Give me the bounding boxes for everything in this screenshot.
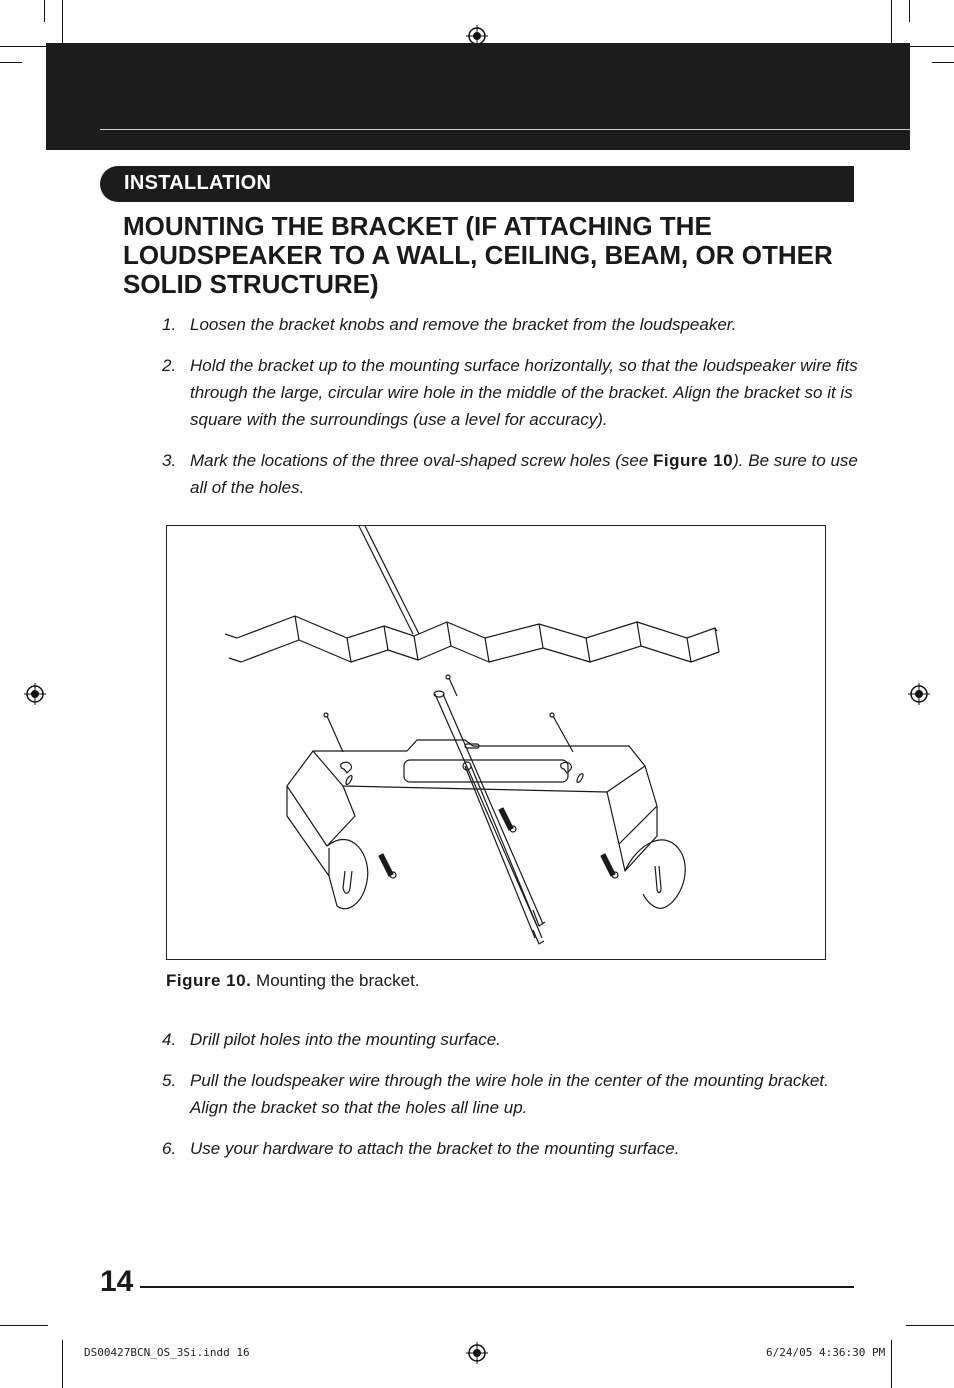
figure-caption-text: Mounting the bracket. [256, 971, 420, 990]
header-rule [100, 129, 910, 130]
figure-reference: Figure 10 [653, 451, 734, 470]
section-tab [100, 166, 854, 202]
section-label: INSTALLATION [124, 172, 272, 194]
bracket-illustration [167, 526, 825, 959]
step-text: Hold the bracket up to the mounting surface horizontally, so that the loudspeaker wire fits through the large, circular wire hole in the middle of the bracket. Align the bracket so it is square with the surroundings (use a level for accuracy). [190, 356, 858, 429]
crop-mark [62, 1340, 63, 1388]
step-number: 4. [162, 1030, 177, 1049]
crop-mark [44, 0, 45, 22]
registration-mark-icon [466, 1342, 488, 1364]
crop-mark [906, 46, 954, 47]
list-item [160, 352, 860, 433]
list-item [160, 447, 860, 501]
figure-illustration [166, 525, 826, 960]
step-number: 1. [162, 315, 177, 334]
step-text: ). Be sure to use all of the holes. [190, 451, 858, 497]
slug-timestamp: 6/24/05 4:36:30 PM [766, 1346, 886, 1359]
crop-mark [891, 1340, 892, 1388]
step-text: Pull the loudspeaker wire through the wire hole in the center of the mounting bracket. Align the bracket so that the holes all line up. [190, 1071, 829, 1117]
list-item [160, 1026, 860, 1053]
steps-list-top [160, 311, 860, 515]
page-title: MOUNTING THE BRACKET (IF ATTACHING THE LOUDSPEAKER TO A WALL, CEILING, BEAM, OR OTHER SOLID STRUCTURE) [123, 211, 833, 299]
list-item [160, 311, 860, 338]
figure-caption [166, 971, 420, 991]
crop-mark [0, 1325, 48, 1326]
crop-mark [891, 0, 892, 48]
step-number: 6. [162, 1139, 177, 1158]
step-number: 2. [162, 356, 177, 375]
list-item [160, 1135, 860, 1162]
steps-list-bottom [160, 1026, 860, 1176]
figure-label: Figure 10. [166, 971, 252, 990]
registration-mark-icon [908, 683, 930, 705]
crop-mark [909, 0, 910, 22]
step-text: Mark the locations of the three oval-shaped screw holes (see [190, 451, 654, 470]
slug-filename: DS00427BCN_OS_3Si.indd 16 [84, 1346, 250, 1359]
crop-mark [0, 62, 22, 63]
step-text: Use your hardware to attach the bracket to the mounting surface. [190, 1139, 680, 1158]
step-number: 3. [162, 451, 177, 470]
list-item [160, 1067, 860, 1121]
registration-mark-icon [24, 683, 46, 705]
crop-mark [932, 62, 954, 63]
header-bar [46, 43, 910, 150]
crop-mark [62, 0, 63, 48]
step-number: 5. [162, 1071, 177, 1090]
step-text: Drill pilot holes into the mounting surface. [190, 1030, 501, 1049]
crop-mark [0, 46, 48, 47]
crop-mark [906, 1325, 954, 1326]
footer-rule [140, 1286, 854, 1288]
step-text: Loosen the bracket knobs and remove the bracket from the loudspeaker. [190, 315, 737, 334]
page-number: 14 [100, 1265, 134, 1298]
